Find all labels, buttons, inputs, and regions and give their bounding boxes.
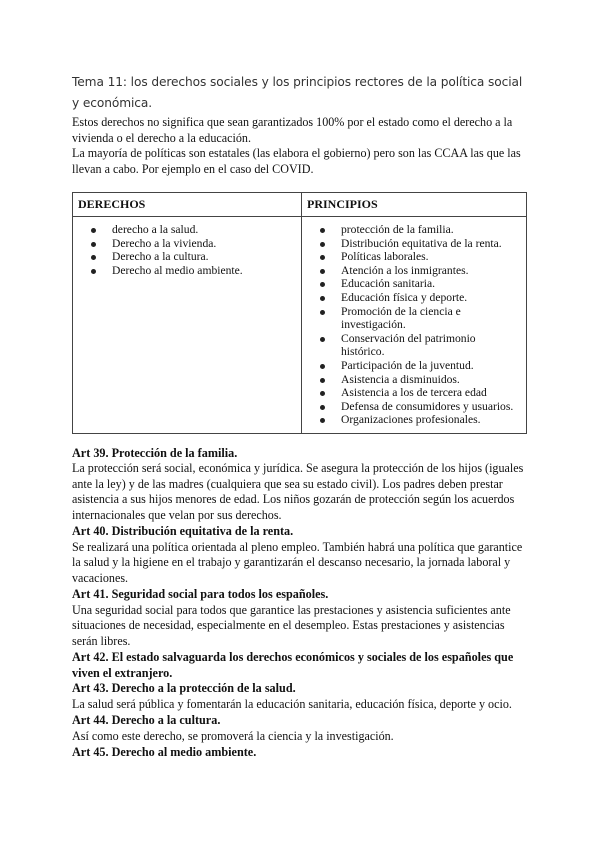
article-body: Se realizará una política orientada al pleno empleo. También habrá una política que garantice la salud y la higiene en el trabajo y garantizarán el descanso necesario, la jornada laboral y vacaciones. [72, 539, 523, 585]
document-page [72, 72, 532, 761]
article-body: La protección será social, económica y jurídica. Se asegura la protección de los hijos (iguales ante la ley) y de las madres (cualquiera que sea su estado civil). Los padres deben prestar asistencia a sus hijos menores de edad. Los niños gozarán de protección según los acuerdos internacionales que velan por sus derechos. [72, 461, 524, 522]
derechos-cell [73, 217, 302, 434]
intro-paragraph-2: La mayoría de políticas son estatales (las elabora el gobierno) pero son las CCAA las que las llevan a cabo. Por ejemplo en el caso del COVID. [72, 146, 521, 176]
principios-list [307, 223, 521, 427]
principio-item: Organizaciones profesionales. [341, 413, 521, 427]
rights-principles-table [72, 192, 527, 434]
derechos-list [78, 223, 296, 277]
derecho-item: Derecho a la cultura. [112, 250, 296, 264]
header-principios: PRINCIPIOS [302, 193, 527, 217]
principio-item: Participación de la juventud. [341, 359, 521, 373]
table-header-row [73, 193, 527, 217]
article-heading: Art 45. Derecho al medio ambiente. [72, 745, 257, 760]
derecho-item: derecho a la salud. [112, 223, 296, 237]
principio-item: Conservación del patrimonio histórico. [341, 332, 521, 359]
header-derechos: DERECHOS [73, 193, 302, 217]
principio-item: Educación física y deporte. [341, 291, 521, 305]
article-heading: Art 40. Distribución equitativa de la renta. [72, 524, 294, 539]
table-body-row [73, 217, 527, 434]
article-heading: Art 44. Derecho a la cultura. [72, 713, 221, 728]
article-body: Una seguridad social para todos que garantice las prestaciones y asistencia suficientes ante situaciones de necesidad, especialmente en el desempleo. Estas prestaciones y asistencias serán libres. [72, 602, 511, 648]
principios-cell [302, 217, 527, 434]
derecho-item: Derecho al medio ambiente. [112, 264, 296, 278]
page-title: Tema 11: los derechos sociales y los principios rectores de la política social y económica. [72, 75, 523, 110]
derecho-item: Derecho a la vivienda. [112, 237, 296, 251]
principio-item: Educación sanitaria. [341, 277, 521, 291]
article-heading: Art 42. El estado salvaguarda los derechos económicos y sociales de los españoles que viven el extranjero. [72, 650, 514, 680]
intro-paragraph-1: Estos derechos no significa que sean garantizados 100% por el estado como el derecho a la vivienda o el derecho a la educación. [72, 115, 513, 145]
article-heading: Art 39. Protección de la familia. [72, 445, 238, 460]
principio-item: Atención a los inmigrantes. [341, 264, 521, 278]
principio-item: Asistencia a los de tercera edad [341, 386, 521, 400]
principio-item: Asistencia a disminuidos. [341, 373, 521, 387]
principio-item: Políticas laborales. [341, 250, 521, 264]
articles-section [72, 446, 532, 761]
principio-item: Defensa de consumidores y usuarios. [341, 400, 521, 414]
article-heading: Art 41. Seguridad social para todos los españoles. [72, 587, 329, 602]
article-heading: Art 43. Derecho a la protección de la salud. [72, 681, 296, 696]
article-body: La salud será pública y fomentarán la educación sanitaria, educación física, deporte y ocio. [72, 696, 512, 711]
principio-item: protección de la familia. [341, 223, 521, 237]
article-body: Así como este derecho, se promoverá la ciencia y la investigación. [72, 728, 394, 743]
principio-item: Distribución equitativa de la renta. [341, 237, 521, 251]
principio-item: Promoción de la ciencia e investigación. [341, 305, 521, 332]
